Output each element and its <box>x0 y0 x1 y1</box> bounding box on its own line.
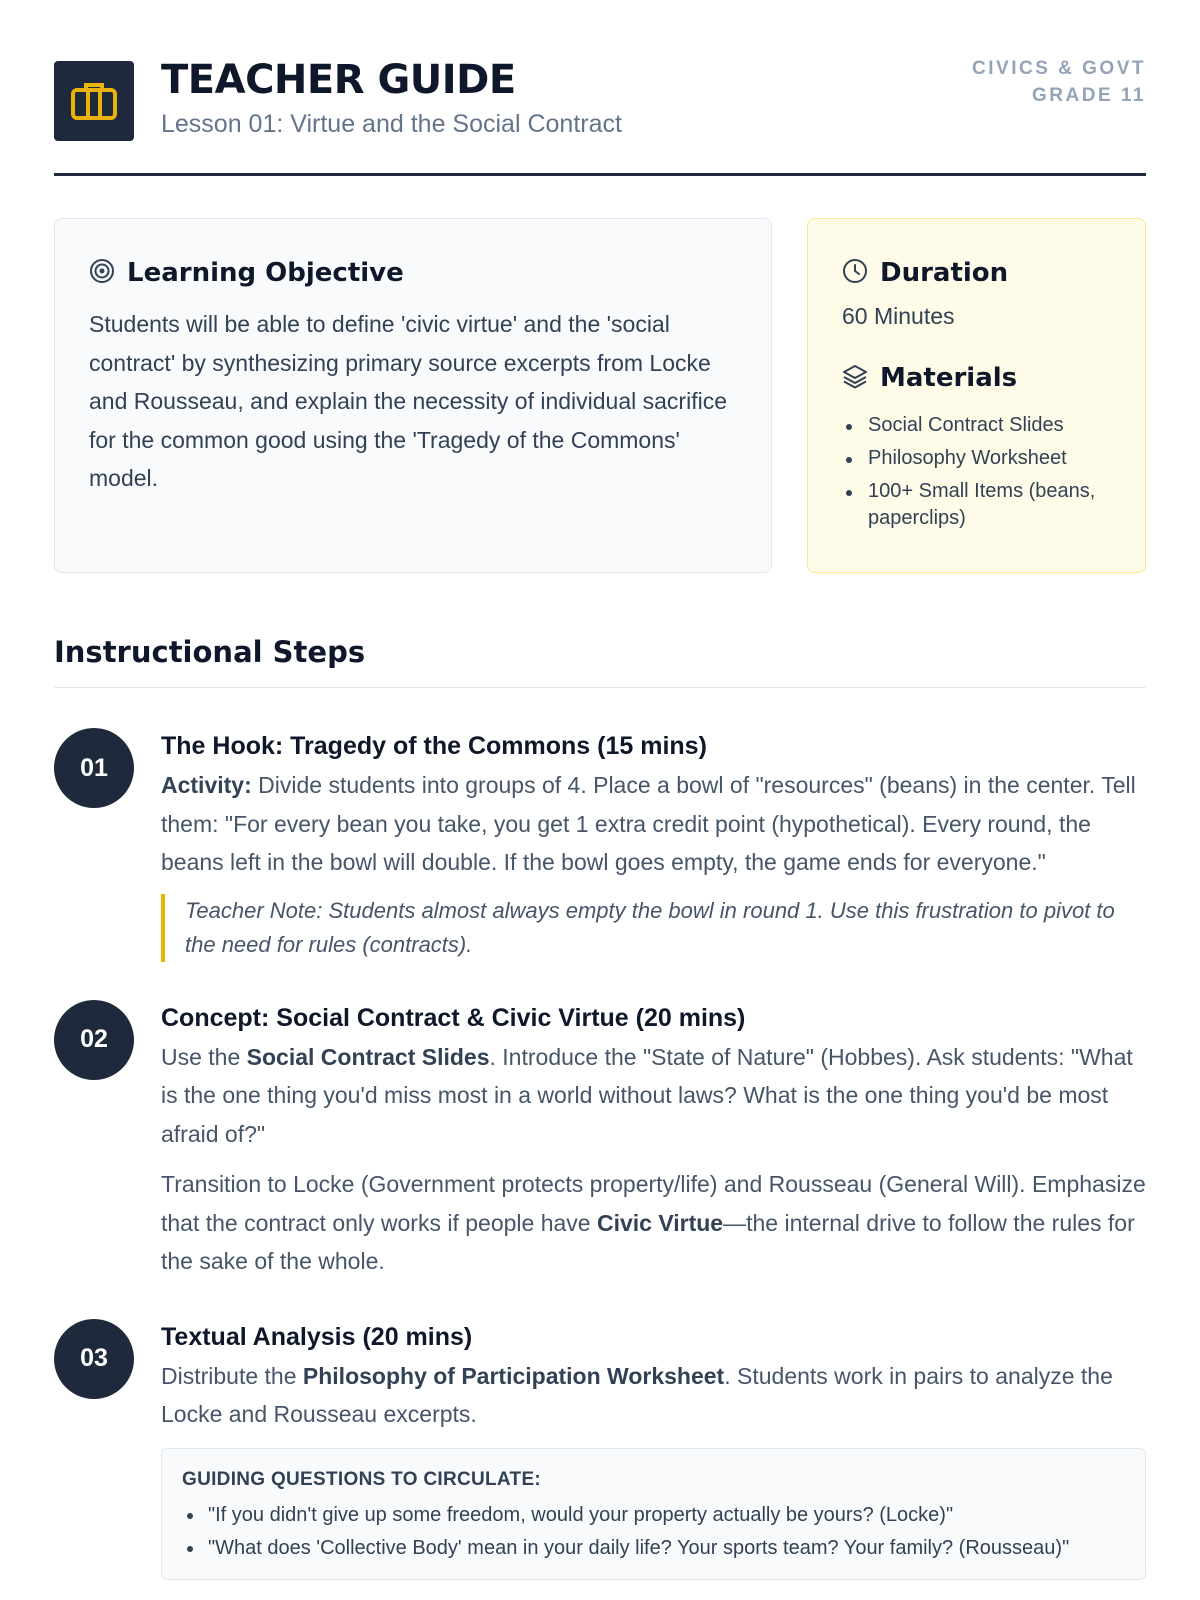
duration-materials-card <box>807 218 1146 573</box>
section-heading: Instructional Steps <box>54 635 1146 688</box>
clock-icon <box>842 258 868 289</box>
list-item: "What does 'Collective Body' mean in your daily life? Your sports team? Your family? (Rousseau)" <box>182 1532 1125 1565</box>
text-run: . Students work in pairs to analyze the Locke and Rousseau excerpts. <box>161 1362 1113 1427</box>
text-run: Transition to Locke (Government protects property/life) and Rousseau (General Will). Emphasize that the contract only works if people have <box>161 1171 1146 1236</box>
list-item: "If you didn't give up some freedom, would your property actually be yours? (Locke)" <box>182 1499 1125 1532</box>
header <box>54 0 1146 176</box>
step-title: Concept: Social Contract & Civic Virtue (20 mins) <box>161 1003 746 1032</box>
overview-cards <box>54 218 1146 573</box>
step-paragraph <box>161 1357 1146 1434</box>
step-paragraph <box>161 1038 1146 1154</box>
duration-value: 60 Minutes <box>842 303 955 329</box>
bold-run: Philosophy of Participation Worksheet <box>302 1362 725 1389</box>
layers-icon <box>842 363 868 394</box>
step-02 <box>54 1000 1146 1281</box>
step-paragraph <box>161 1165 1146 1281</box>
list-item: Social Contract Slides <box>842 412 1111 439</box>
bold-run: Social Contract Slides <box>246 1043 490 1070</box>
step-title: The Hook: Tragedy of the Commons (15 mins) <box>161 732 707 760</box>
step-title: Textual Analysis (20 mins) <box>161 1322 473 1351</box>
text-run: Distribute the <box>161 1362 303 1389</box>
target-icon <box>89 258 115 289</box>
objective-heading: Learning Objective <box>127 258 404 288</box>
guiding-questions-box <box>161 1448 1146 1580</box>
list-item: 100+ Small Items (beans, paperclips) <box>842 478 1111 532</box>
activity-text: Divide students into groups of 4. Place a bowl of "resources" (beans) in the center. Tell them: "For every bean you take, you get 1 extra credit point (hypothetical). Every round, the beans left in the bowl will double. If the bowl goes empty, the game ends for everyone." <box>161 772 1136 875</box>
text-run: . Introduce the "State of Nature" (Hobbes). Ask students: "What is the one thing you'd miss most in a world without laws? What is the one thing you'd be most afraid of?" <box>161 1043 1133 1147</box>
bold-run: Civic Virtue <box>596 1209 724 1236</box>
step-activity <box>161 766 1146 882</box>
guiding-questions-list <box>182 1499 1125 1565</box>
grade-label: GRADE 11 <box>1032 85 1146 106</box>
teacher-note: Teacher Note: Students almost always empty the bowl in round 1. Use this frustration to pivot to the need for rules (contracts). <box>161 894 1146 962</box>
list-item: Philosophy Worksheet <box>842 445 1111 472</box>
step-03 <box>54 1319 1146 1580</box>
subject-label: CIVICS & GOVT <box>972 58 1146 79</box>
guiding-questions-title: GUIDING QUESTIONS TO CIRCULATE: <box>182 1468 542 1490</box>
briefcase-icon <box>54 61 134 141</box>
step-number-badge: 03 <box>54 1319 134 1399</box>
text-run: Use the <box>161 1043 247 1070</box>
page-title: TEACHER GUIDE <box>161 57 516 103</box>
step-number-badge: 01 <box>54 728 134 808</box>
duration-heading: Duration <box>880 258 1009 288</box>
step-number-badge: 02 <box>54 1000 134 1080</box>
learning-objective-card <box>54 218 772 573</box>
step-01 <box>54 728 1146 962</box>
course-meta <box>972 55 1146 109</box>
activity-label: Activity: <box>161 772 252 798</box>
text-run: —the internal drive to follow the rules for the sake of the whole. <box>161 1209 1135 1274</box>
objective-text: Students will be able to define 'civic virtue' and the 'social contract' by synthesizing primary source excerpts from Locke and Rousseau, and explain the necessity of individual sacrifice for the common good using the 'Tragedy of the Commons' model. <box>89 311 727 491</box>
materials-heading: Materials <box>880 363 1018 393</box>
lesson-subtitle: Lesson 01: Virtue and the Social Contract <box>161 110 622 138</box>
materials-list <box>842 412 1111 532</box>
